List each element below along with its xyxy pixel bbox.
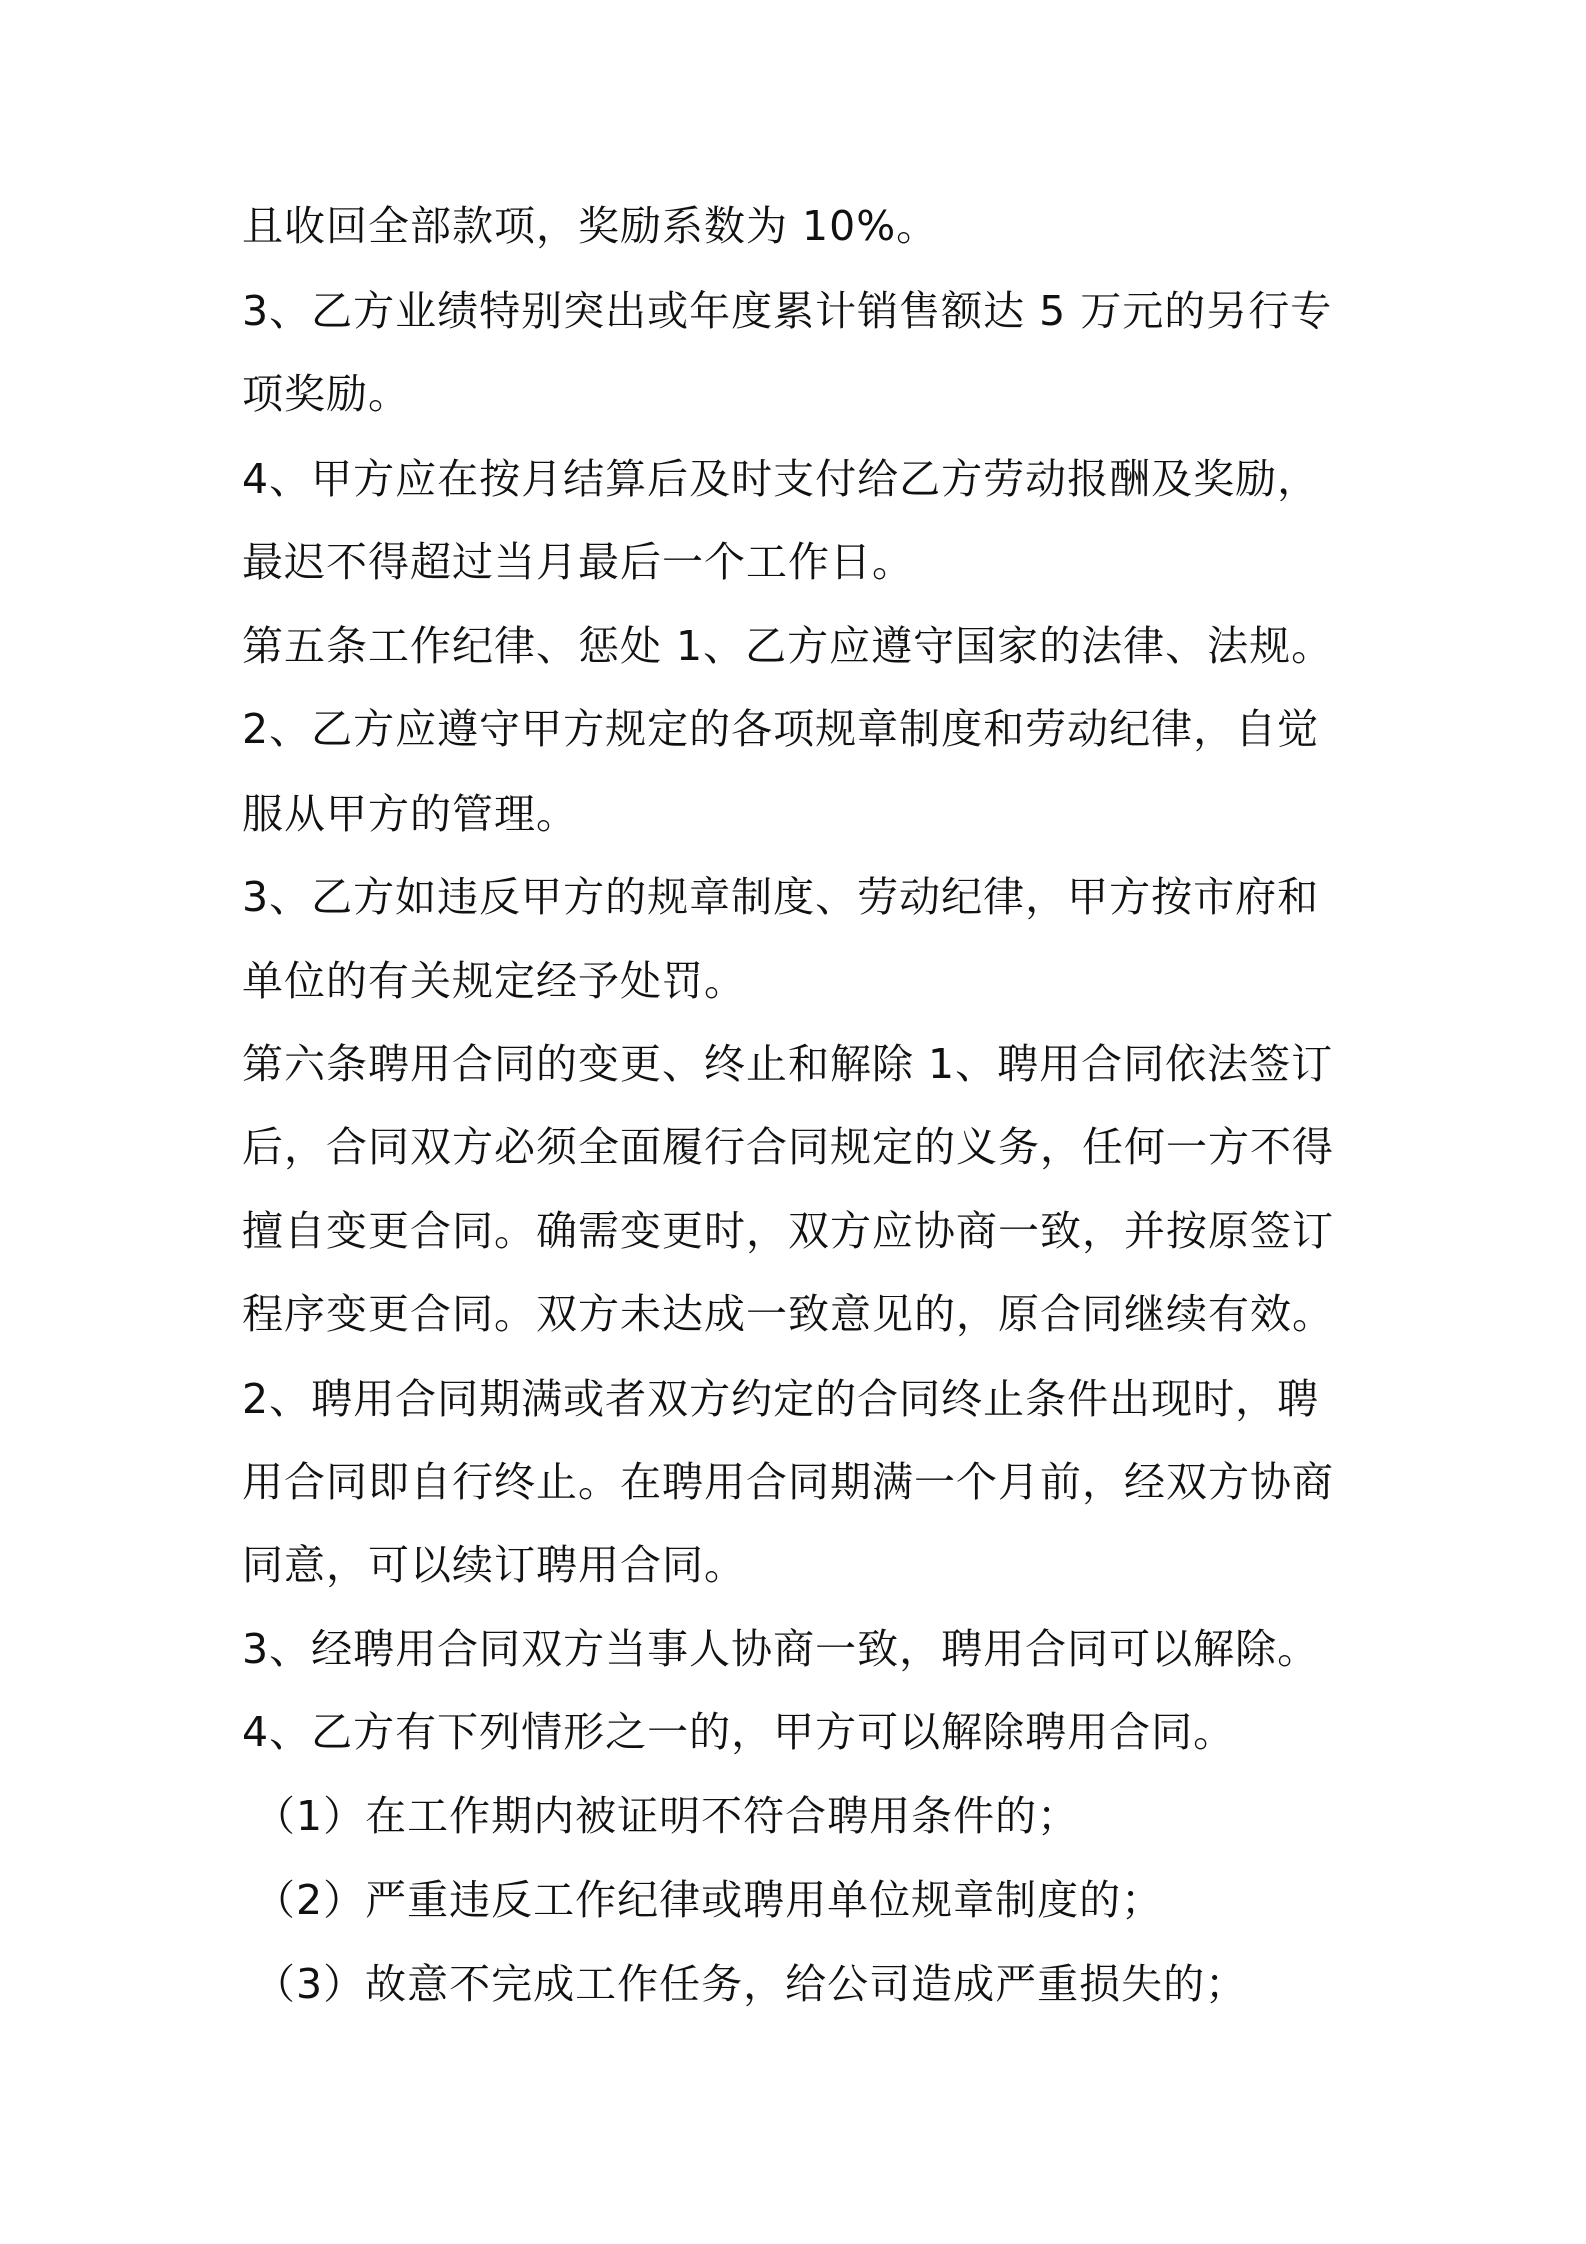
text-line: 2、乙方应遵守甲方规定的各项规章制度和劳动纪律，自觉 <box>242 705 1320 753</box>
text-line: 单位的有关规定经予处罚。 <box>242 957 746 1005</box>
text-line: （3）故意不完成工作任务，给公司造成严重损失的； <box>254 1960 1248 2008</box>
text-line: 且收回全部款项，奖励系数为 10%。 <box>242 202 939 250</box>
text-line: 最迟不得超过当月最后一个工作日。 <box>242 538 914 586</box>
text-line: 同意，可以续订聘用合同。 <box>242 1541 746 1589</box>
text-line: 第六条聘用合同的变更、终止和解除 1、聘用合同依法签订 <box>242 1040 1334 1088</box>
text-line: 第五条工作纪律、惩处 1、乙方应遵守国家的法律、法规。 <box>242 622 1334 670</box>
text-line: （1）在工作期内被证明不符合聘用条件的； <box>254 1792 1080 1840</box>
text-line: 后，合同双方必须全面履行合同规定的义务，任何一方不得 <box>242 1123 1334 1171</box>
text-line: 2、聘用合同期满或者双方约定的合同终止条件出现时，聘 <box>242 1375 1320 1423</box>
text-line: 服从甲方的管理。 <box>242 790 578 838</box>
text-line: （2）严重违反工作纪律或聘用单位规章制度的； <box>254 1876 1164 1924</box>
text-line: 3、乙方业绩特别突出或年度累计销售额达 5 万元的另行专 <box>242 287 1333 335</box>
text-line: 用合同即自行终止。在聘用合同期满一个月前，经双方协商 <box>242 1458 1334 1506</box>
text-line: 擅自变更合同。确需变更时，双方应协商一致，并按原签订 <box>242 1207 1334 1255</box>
text-line: 4、乙方有下列情形之一的，甲方可以解除聘用合同。 <box>242 1708 1236 1756</box>
text-line: 项奖励。 <box>242 370 410 418</box>
text-line: 程序变更合同。双方未达成一致意见的，原合同继续有效。 <box>242 1290 1334 1338</box>
text-line: 3、经聘用合同双方当事人协商一致，聘用合同可以解除。 <box>242 1625 1320 1673</box>
text-line: 3、乙方如违反甲方的规章制度、劳动纪律，甲方按市府和 <box>242 873 1320 921</box>
text-line: 4、甲方应在按月结算后及时支付给乙方劳动报酬及奖励， <box>242 455 1320 503</box>
